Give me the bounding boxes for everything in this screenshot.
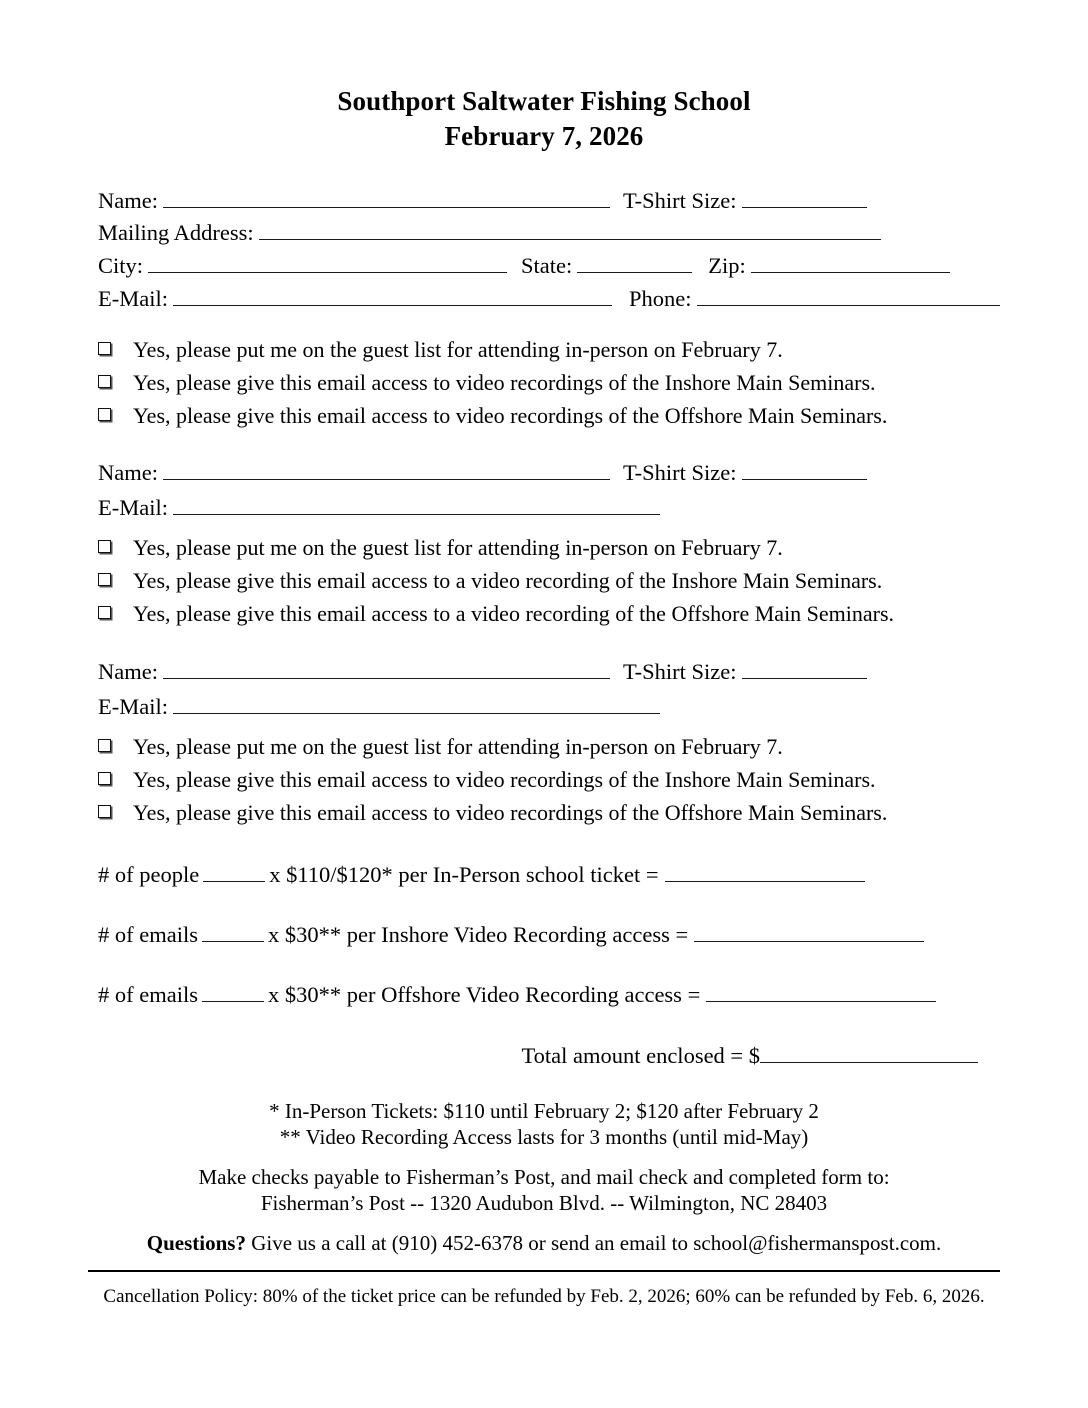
registrant1-tshirt-label: T-Shirt Size: [622, 188, 737, 213]
registrant1-option-2-label: Yes, please give this email access to video recordings of the Offshore Main Seminars. [133, 403, 888, 428]
pricing-row-offshore-suffix: x $30** per Offshore Video Recording access = [267, 982, 701, 1007]
registrant1-option-0-label: Yes, please put me on the guest list for attending in-person on February 7. [133, 337, 783, 362]
questions-line [0, 1230, 1088, 1256]
checkbox-icon[interactable] [98, 540, 111, 553]
pricing-in-person-count-field[interactable] [203, 863, 265, 882]
registrant3-tshirt-label: T-Shirt Size: [622, 659, 737, 684]
pricing-row-inshore-video [98, 922, 924, 948]
registrant1-option-1-label: Yes, please give this email access to video recordings of the Inshore Main Seminars. [133, 370, 876, 395]
pricing-row-inshore-suffix: x $30** per Inshore Video Recording access = [267, 922, 689, 947]
registrant2-email-label: E-Mail: [98, 495, 168, 520]
footnote-single-star: * In-Person Tickets: $110 until February 2; $120 after February 2 [269, 1099, 819, 1123]
pricing-offshore-count-field[interactable] [202, 983, 264, 1002]
checkbox-icon[interactable] [98, 573, 111, 586]
total-amount-field[interactable] [760, 1044, 978, 1063]
pricing-row-in-person [98, 862, 865, 888]
checkbox-icon[interactable] [98, 772, 111, 785]
pricing-row-in-person-suffix: x $110/$120* per In-Person school ticket = [269, 862, 659, 887]
pricing-offshore-total-field[interactable] [706, 983, 936, 1002]
registrant1-state-label: State: [521, 253, 573, 278]
registrant3-option-1[interactable] [98, 767, 876, 793]
registrant2-option-0[interactable] [98, 535, 783, 561]
questions-text: Give us a call at (910) 452-6378 or send an email to school@fishermanspost.com. [245, 1231, 942, 1255]
registrant2-tshirt-label: T-Shirt Size: [622, 460, 737, 485]
registrant3-option-1-label: Yes, please give this email access to video recordings of the Inshore Main Seminars. [133, 767, 876, 792]
registrant1-city-field[interactable] [148, 253, 507, 273]
pricing-row-inshore-prefix: # of emails [98, 922, 198, 947]
registrant1-phone-field[interactable] [697, 286, 1000, 306]
mailing-instructions-line-1: Make checks payable to Fisherman’s Post, and mail check and completed form to: [198, 1165, 890, 1189]
cancellation-policy: Cancellation Policy: 80% of the ticket price can be refunded by Feb. 2, 2026; 60% can be refunded by Feb. 6, 2026. [103, 1286, 985, 1307]
registrant1-email-label: E-Mail: [98, 286, 168, 311]
total-row [98, 1043, 978, 1069]
registrant2-option-2-label: Yes, please give this email access to a video recording of the Offshore Main Seminars. [133, 601, 895, 626]
registrant1-state-field[interactable] [577, 253, 692, 273]
registrant3-option-2-label: Yes, please give this email access to video recordings of the Offshore Main Seminars. [133, 800, 888, 825]
registrant2-option-0-label: Yes, please put me on the guest list for attending in-person on February 7. [133, 535, 783, 560]
checkbox-icon[interactable] [98, 342, 111, 355]
footnote-double-star: ** Video Recording Access lasts for 3 months (until mid-May) [279, 1125, 809, 1149]
questions-label: Questions? [146, 1231, 246, 1255]
registrant3-name-row [98, 659, 998, 685]
total-label: Total amount enclosed = $ [521, 1043, 760, 1068]
registrant3-tshirt-field[interactable] [742, 659, 867, 679]
registrant3-email-row [98, 694, 998, 720]
registrant1-mailing-label: Mailing Address: [98, 220, 254, 245]
registrant1-zip-label: Zip: [708, 253, 746, 278]
checkbox-icon[interactable] [98, 805, 111, 818]
registrant2-name-label: Name: [98, 460, 158, 485]
registrant1-name-row [98, 188, 998, 214]
registrant1-option-1[interactable] [98, 370, 876, 396]
registrant3-option-0[interactable] [98, 734, 783, 760]
registrant2-name-field[interactable] [163, 460, 610, 480]
mailing-instructions-line-2: Fisherman’s Post -- 1320 Audubon Blvd. -- Wilmington, NC 28403 [260, 1191, 828, 1215]
registrant1-mailing-row [98, 220, 998, 246]
title-line-2: February 7, 2026 [444, 121, 644, 151]
registrant2-option-1-label: Yes, please give this email access to a video recording of the Inshore Main Seminars. [133, 568, 883, 593]
registrant3-option-0-label: Yes, please put me on the guest list for attending in-person on February 7. [133, 734, 783, 759]
pricing-row-offshore-prefix: # of emails [98, 982, 198, 1007]
registrant2-tshirt-field[interactable] [742, 460, 867, 480]
registrant1-email-row [98, 286, 998, 312]
pricing-row-offshore-video [98, 982, 936, 1008]
title-line-1: Southport Saltwater Fishing School [337, 86, 751, 116]
checkbox-icon[interactable] [98, 375, 111, 388]
checkbox-icon[interactable] [98, 408, 111, 421]
registrant1-city-label: City: [98, 253, 144, 278]
page-title [0, 84, 1088, 154]
registrant3-option-2[interactable] [98, 800, 887, 826]
registrant1-zip-field[interactable] [751, 253, 950, 273]
pricing-inshore-count-field[interactable] [202, 923, 264, 942]
registrant1-option-0[interactable] [98, 337, 783, 363]
registrant1-option-2[interactable] [98, 403, 887, 429]
registrant2-option-1[interactable] [98, 568, 882, 594]
checkbox-icon[interactable] [98, 739, 111, 752]
pricing-inshore-total-field[interactable] [694, 923, 924, 942]
registrant1-phone-label: Phone: [628, 286, 692, 311]
registrant1-name-label: Name: [98, 188, 158, 213]
registrant1-tshirt-field[interactable] [742, 188, 867, 208]
registrant2-email-row [98, 495, 998, 521]
registrant1-name-field[interactable] [163, 188, 610, 208]
checkbox-icon[interactable] [98, 606, 111, 619]
footer-divider [88, 1270, 1000, 1272]
registrant1-mailing-field[interactable] [259, 220, 881, 240]
registrant2-name-row [98, 460, 998, 486]
registrant1-email-field[interactable] [173, 286, 612, 306]
registrant2-option-2[interactable] [98, 601, 894, 627]
registrant3-name-label: Name: [98, 659, 158, 684]
registrant3-email-label: E-Mail: [98, 694, 168, 719]
registrant3-email-field[interactable] [173, 694, 660, 714]
registrant2-email-field[interactable] [173, 495, 660, 515]
registrant1-city-row [98, 253, 998, 279]
registrant3-name-field[interactable] [163, 659, 610, 679]
pricing-row-in-person-prefix: # of people [98, 862, 200, 887]
pricing-in-person-total-field[interactable] [665, 863, 865, 882]
